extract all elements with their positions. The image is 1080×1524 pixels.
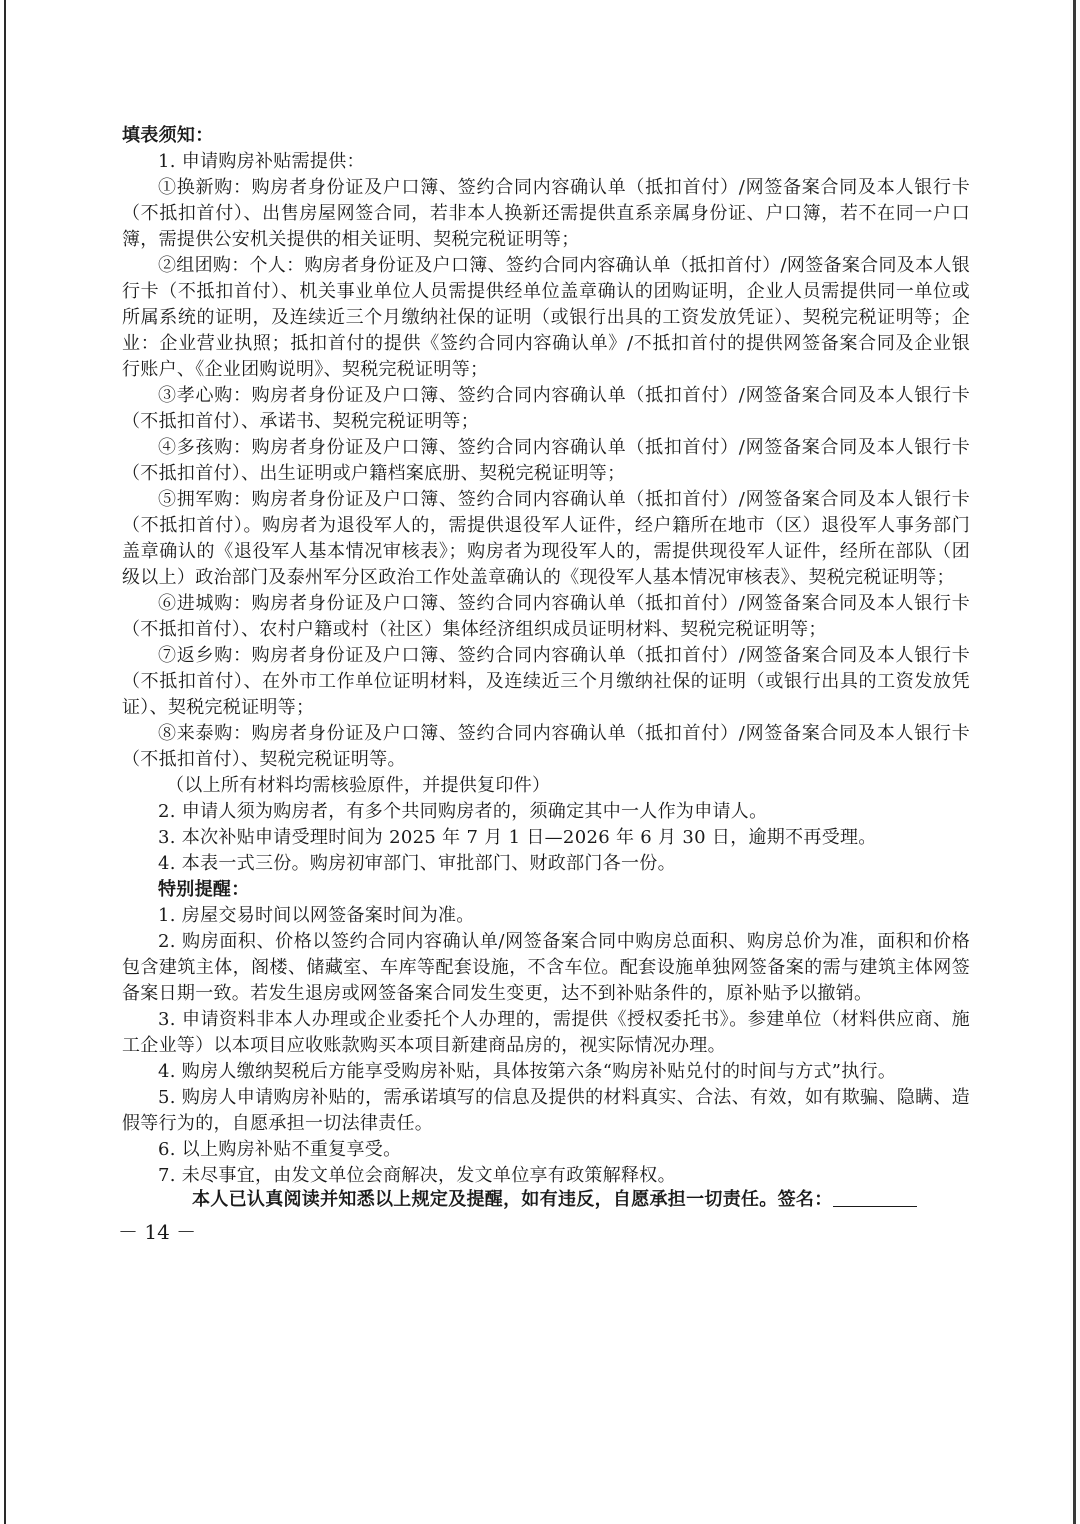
category-paragraph: ②组团购：个人：购房者身份证及户口簿、签约合同内容确认单（抵扣首付）/网签备案合同及本人银行卡（不抵扣首付）、机关事业单位人员需提供经单位盖章确认的团购证明，企业人员需提供同一单位或所属系统的证明，及连续近三个月缴纳社保的证明（或银行出具的工资发放凭证）、契税完税证明等；企业：企业营业执照；抵扣首付的提供《签约合同内容确认单》/不抵扣首付的提供网签备案合同及企业银行账户、《企业团购说明》、契税完税证明等；	[122, 255, 970, 380]
signature-field[interactable]	[833, 1188, 917, 1207]
notice-heading: 填表须知：	[122, 125, 214, 146]
page-number: － 14 －	[118, 1220, 197, 1244]
reminder-item: 5. 购房人申请购房补贴的，需承诺填写的信息及提供的材料真实、合法、有效，如有欺骗、隐瞒、造假等行为的，自愿承担一切法律责任。	[122, 1087, 970, 1134]
reminder-item: 2. 购房面积、价格以签约合同内容确认单/网签备案合同中购房总面积、购房总价为准，面积和价格包含建筑主体，阁楼、储藏室、车库等配套设施，不含车位。配套设施单独网签备案的需与建筑主体网签备案日期一致。若发生退房或网签备案合同发生变更，达不到补贴条件的，原补贴予以撤销。	[122, 931, 970, 1004]
category-paragraph: ①换新购：购房者身份证及户口簿、签约合同内容确认单（抵扣首付）/网签备案合同及本人银行卡（不抵扣首付）、出售房屋网签合同，若非本人换新还需提供直系亲属身份证、户口簿，若不在同一户口簿，需提供公安机关提供的相关证明、契税完税证明等；	[122, 177, 970, 250]
reminder-item: 4. 购房人缴纳契税后方能享受购房补贴，具体按第六条“购房补贴兑付的时间与方式”执行。	[158, 1061, 897, 1082]
originals-note: （以上所有材料均需核验原件，并提供复印件）	[166, 775, 551, 796]
item-3: 3. 本次补贴申请受理时间为 2025 年 7 月 1 日—2026 年 6 月 30 日，逾期不再受理。	[158, 827, 877, 848]
reminder-item: 3. 申请资料非本人办理或企业委托个人办理的，需提供《授权委托书》。参建单位（材料供应商、施工企业等）以本项目应收账款购买本项目新建商品房的，视实际情况办理。	[122, 1009, 970, 1056]
item-2: 2. 申请人须为购房者，有多个共同购房者的，须确定其中一人作为申请人。	[158, 801, 768, 822]
category-paragraph: ⑥进城购：购房者身份证及户口簿、签约合同内容确认单（抵扣首付）/网签备案合同及本人银行卡（不抵扣首付）、农村户籍或村（社区）集体经济组织成员证明材料、契税完税证明等；	[122, 593, 970, 640]
category-paragraph: ⑧来泰购：购房者身份证及户口簿、签约合同内容确认单（抵扣首付）/网签备案合同及本人银行卡（不抵扣首付）、契税完税证明等。	[122, 723, 970, 770]
reminder-item: 6. 以上购房补贴不重复享受。	[158, 1139, 402, 1160]
category-paragraph: ③孝心购：购房者身份证及户口簿、签约合同内容确认单（抵扣首付）/网签备案合同及本人银行卡（不抵扣首付）、承诺书、契税完税证明等；	[122, 385, 970, 432]
scan-edge-left	[4, 0, 6, 1524]
category-paragraph: ⑦返乡购：购房者身份证及户口簿、签约合同内容确认单（抵扣首付）/网签备案合同及本人银行卡（不抵扣首付）、在外市工作单位证明材料，及连续近三个月缴纳社保的证明（或银行出具的工资发放凭证）、契税完税证明等；	[122, 645, 970, 718]
item-4: 4. 本表一式三份。购房初审部门、审批部门、财政部门各一份。	[158, 853, 676, 874]
reminder-item: 7. 未尽事宜，由发文单位会商解决，发文单位享有政策解释权。	[158, 1165, 676, 1186]
reminder-item: 1. 房屋交易时间以网签备案时间为准。	[158, 905, 475, 926]
category-paragraph: ⑤拥军购：购房者身份证及户口簿、签约合同内容确认单（抵扣首付）/网签备案合同及本人银行卡（不抵扣首付）。购房者为退役军人的，需提供退役军人证件，经户籍所在地市（区）退役军人事务部门盖章确认的《退役军人基本情况审核表》；购房者为现役军人的，需提供现役军人证件，经所在部队（团级以上）政治部门及泰州军分区政治工作处盖章确认的《现役军人基本情况审核表》、契税完税证明等；	[122, 489, 970, 588]
scan-edge-right	[1073, 0, 1076, 1524]
reminder-heading: 特别提醒：	[158, 879, 250, 900]
item-1-title: 1. 申请购房补贴需提供：	[158, 151, 365, 172]
declaration-text: 本人已认真阅读并知悉以上规定及提醒，如有违反，自愿承担一切责任。签名：	[192, 1189, 833, 1210]
declaration-line	[192, 1187, 952, 1213]
document-body	[122, 123, 970, 1189]
category-paragraph: ④多孩购：购房者身份证及户口簿、签约合同内容确认单（抵扣首付）/网签备案合同及本人银行卡（不抵扣首付）、出生证明或户籍档案底册、契税完税证明等；	[122, 437, 970, 484]
